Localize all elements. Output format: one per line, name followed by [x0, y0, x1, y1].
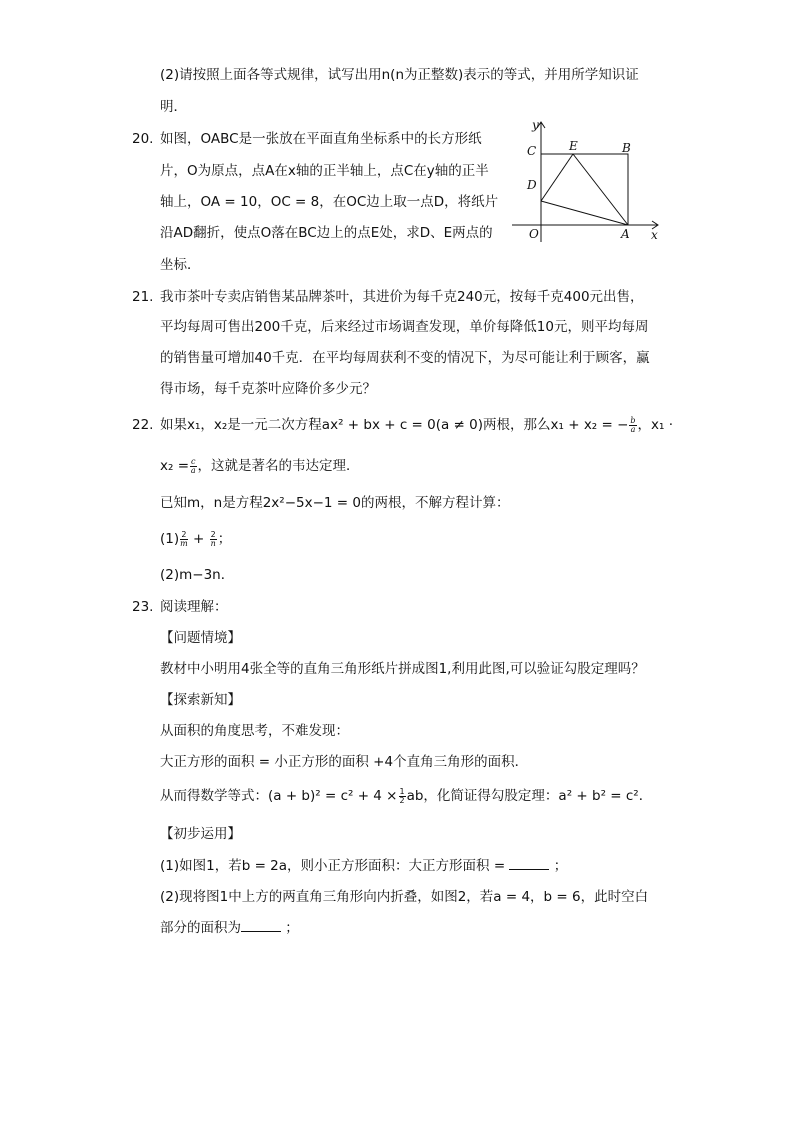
- q22-line3: 已知m，n是方程2x²−5x−1 = 0的两根，不解方程计算：: [160, 495, 510, 511]
- q22-part1-label: (1): [160, 531, 180, 547]
- q22-number: 22.: [132, 417, 154, 433]
- q23-p5-text-a: (1)如图1，若b = 2a，则小正方形面积：大正方形面积 =: [160, 858, 506, 874]
- segment-ea: [573, 154, 628, 225]
- q20-line2: 片，O为原点，点A在x轴的正半轴上，点C在y轴的正半: [160, 163, 489, 179]
- q21-line2: 平均每周可售出200千克，后来经过市场调查发现，单价每降低10元，则平均每周: [160, 319, 649, 335]
- q22-line2: [160, 457, 360, 475]
- fraction-denominator: 2: [399, 795, 405, 805]
- answer-blank-2[interactable]: [241, 919, 281, 932]
- plus-sign: +: [193, 531, 205, 547]
- q23-number: 23.: [132, 599, 154, 615]
- label-d: D: [527, 178, 537, 192]
- q21-line3: 的销售量可增加40千克．在平均每周获利不变的情况下，为尽可能让利于顾客，赢: [160, 350, 650, 366]
- segment-da: [541, 201, 628, 225]
- q23-p4-text-b: ab，化简证得勾股定理：a² + b² = c²．: [406, 788, 653, 804]
- label-c: C: [527, 144, 537, 158]
- label-a: A: [621, 227, 630, 241]
- fraction-2-over-n: [210, 531, 217, 548]
- label-x: x: [651, 228, 658, 242]
- fraction-numerator: 2: [210, 529, 216, 539]
- q20-number: 20.: [132, 131, 154, 147]
- label-y: y: [532, 118, 539, 132]
- q23-paragraph-6: (2)现将图1中上方的两直角三角形向内折叠，如图2，若a = 4，b = 6，此时空白: [160, 889, 649, 905]
- q23-paragraph-3: 大正方形的面积 = 小正方形的面积 +4个直角三角形的面积．: [160, 754, 529, 770]
- fraction-c-over-a: [190, 458, 196, 475]
- q20-line3: 轴上，OA = 10，OC = 8，在OC边上取一点D，将纸片: [160, 194, 499, 210]
- q20-coordinate-figure: [508, 116, 668, 246]
- q21-line4: 得市场，每千克茶叶应降价多少元？: [160, 381, 376, 397]
- q19-part2-line1: (2)请按照上面各等式规律，试写出用n(n为正整数)表示的等式，并用所学知识证: [160, 67, 639, 83]
- q23-title: 阅读理解：: [160, 599, 228, 615]
- q22-line2-text-a: x₂ =: [160, 458, 190, 474]
- q23-paragraph-4: [160, 787, 652, 805]
- q20-line1: 如图，OABC是一张放在平面直角坐标系中的长方形纸: [160, 131, 482, 147]
- q22-line1: [160, 416, 673, 434]
- q19-part2-line2: 明．: [160, 99, 187, 115]
- q23-paragraph-7: [160, 919, 299, 937]
- q23-heading-problem: 【问题情境】: [160, 630, 241, 646]
- label-o: O: [529, 227, 539, 241]
- q23-p7-text-b: ；: [285, 920, 299, 936]
- fraction-numerator: c: [191, 456, 196, 466]
- q22-line2-text-b: ，这就是著名的韦达定理．: [197, 458, 360, 474]
- fraction-numerator: 2: [181, 529, 187, 539]
- q23-p7-text-a: 部分的面积为: [160, 920, 241, 936]
- fraction-denominator: a: [190, 465, 196, 475]
- q23-p4-text-a: 从而得数学等式：(a + b)² = c² + 4 ×: [160, 788, 398, 804]
- segment-de: [541, 154, 573, 201]
- label-b: B: [622, 141, 631, 155]
- fraction-numerator: 1: [399, 786, 405, 796]
- q21-number: 21.: [132, 289, 154, 305]
- q23-heading-apply: 【初步运用】: [160, 826, 241, 842]
- q23-paragraph-2: 从面积的角度思考，不难发现：: [160, 723, 349, 739]
- q23-heading-explore: 【探索新知】: [160, 692, 241, 708]
- q23-paragraph-5: [160, 857, 567, 875]
- fraction-b-over-a: [629, 417, 636, 434]
- q23-p5-text-b: ；: [553, 858, 568, 874]
- fraction-denominator: m: [180, 538, 188, 548]
- fraction-2-over-m: [180, 531, 188, 548]
- rectangle-oabc: [541, 154, 628, 225]
- q22-line1-text-a: 如果x₁，x₂是一元二次方程ax² + bx + c = 0(a ≠ 0)两根，那么x₁ + x₂ = −: [160, 417, 629, 433]
- fraction-one-half: [399, 788, 406, 805]
- fraction-denominator: a: [630, 424, 636, 434]
- q20-line4: 沿AD翻折，使点O落在BC边上的点E处，求D、E两点的: [160, 225, 493, 241]
- fraction-denominator: n: [210, 538, 216, 548]
- q22-line1-text-b: ，x₁ ·: [637, 417, 674, 433]
- q21-line1: 我市茶叶专卖店销售某品牌茶叶，其进价为每千克240元，按每千克400元出售，: [160, 289, 644, 305]
- fraction-numerator: b: [630, 415, 636, 425]
- q22-part1-end: ；: [217, 531, 232, 547]
- q23-paragraph-1: 教材中小明用4张全等的直角三角形纸片拼成图1,利用此图,可以验证勾股定理吗？: [160, 661, 645, 677]
- label-e: E: [569, 139, 578, 153]
- answer-blank-1[interactable]: [509, 857, 549, 870]
- q22-part1: [160, 530, 231, 548]
- q22-part2: (2)m−3n．: [160, 567, 235, 583]
- q20-line5: 坐标．: [160, 257, 201, 273]
